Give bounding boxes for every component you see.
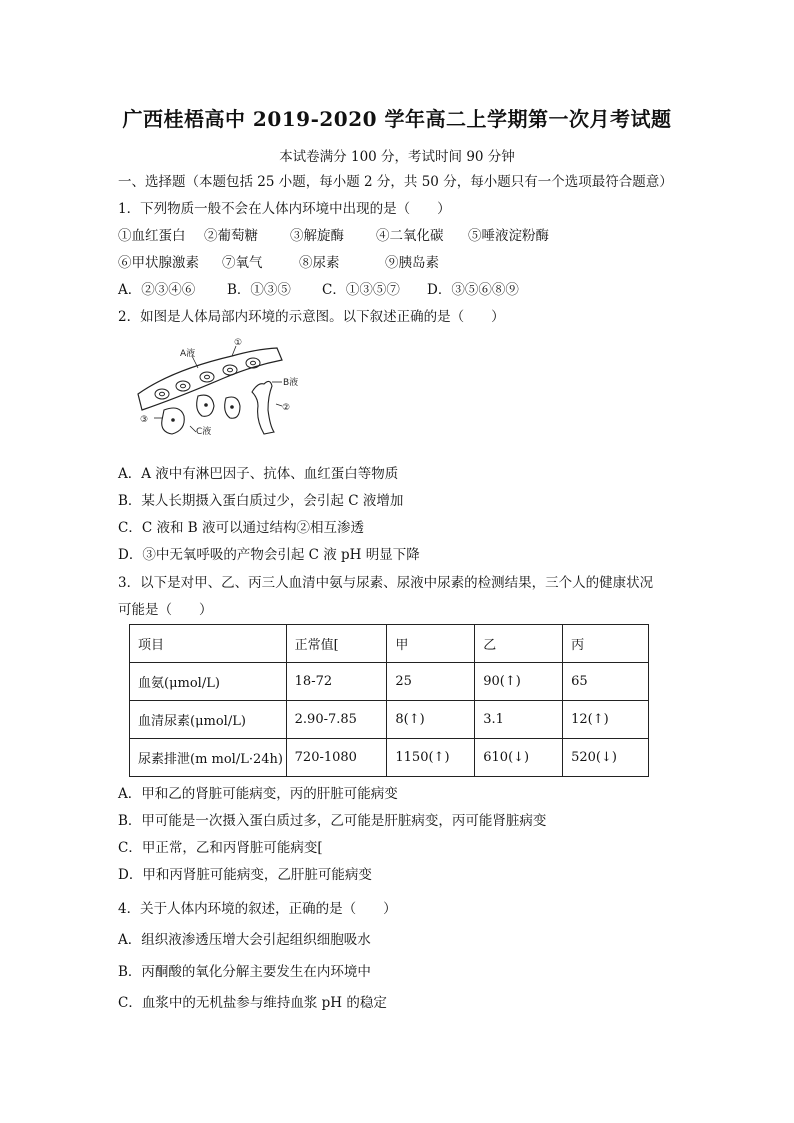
table-cell: 65 [563, 663, 649, 701]
q1-item: ⑥甲状腺激素 [118, 255, 199, 271]
q1-item: ①血红蛋白 [118, 228, 186, 244]
table-cell: 3.1 [475, 701, 563, 739]
q1-item: ③解旋酶 [290, 228, 344, 244]
q2-option-c: C．C 液和 B 液可以通过结构②相互渗透 [118, 520, 364, 536]
q1-items-line1 [118, 224, 549, 244]
table-row [130, 663, 649, 701]
table-cell: 血清尿素(μmol/L) [130, 701, 287, 739]
table-header-cell: 丙 [563, 625, 649, 663]
q2-option-d: D．③中无氧呼吸的产物会引起 C 液 pH 明显下降 [118, 547, 420, 563]
table-header-cell: 甲 [387, 625, 475, 663]
table-cell: 8(↑) [387, 701, 475, 739]
q4-option-b: B．丙酮酸的氧化分解主要发生在内环境中 [118, 964, 371, 980]
q1-items-line2 [118, 251, 439, 271]
q1-option-b: B．①③⑤ [227, 282, 291, 298]
q3-option-d: D．甲和丙肾脏可能病变，乙肝脏可能病变 [118, 867, 372, 883]
q1-item: ②葡萄糖 [204, 228, 258, 244]
q1-item: ⑧尿素 [299, 255, 340, 271]
table-cell: 1150(↑) [387, 739, 475, 777]
q2-option-b: B．某人长期摄入蛋白质过少，会引起 C 液增加 [118, 493, 404, 509]
table-header-row [130, 625, 649, 663]
test-results-table [129, 624, 649, 777]
q2-stem: 2．如图是人体局部内环境的示意图。以下叙述正确的是（ ） [118, 309, 505, 325]
internal-environment-diagram [132, 334, 307, 442]
table-cell: 2.90-7.85 [286, 701, 387, 739]
q1-item: ⑦氧气 [222, 255, 263, 271]
q1-item: ④二氧化碳 [376, 228, 444, 244]
q4-option-c: C．血浆中的无机盐参与维持血浆 pH 的稳定 [118, 995, 387, 1011]
table-cell: 520(↓) [563, 739, 649, 777]
label-3: ③ [140, 415, 149, 425]
section-heading: 一、选择题（本题包括 25 小题，每小题 2 分，共 50 分，每小题只有一个选项最符合题意） [118, 174, 673, 190]
q4-option-a: A．组织液渗透压增大会引起组织细胞吸水 [118, 932, 371, 948]
q1-option-a: A．②③④⑥ [118, 282, 196, 298]
table-header-cell: 项目 [130, 625, 287, 663]
capillary-vessel [138, 348, 282, 410]
table-row [130, 701, 649, 739]
q1-stem: 1．下列物质一般不会在人体内环境中出现的是（ ） [118, 201, 451, 217]
table-cell: 18-72 [286, 663, 387, 701]
page-title: 广西桂梧高中 2019-2020 学年高二上学期第一次月考试题 [122, 107, 672, 131]
label-1: ① [234, 338, 243, 348]
q4-stem: 4．关于人体内环境的叙述，正确的是（ ） [118, 901, 397, 917]
q2-option-a: A．A 液中有淋巴因子、抗体、血红蛋白等物质 [118, 466, 399, 482]
q1-item: ⑨胰岛素 [385, 255, 439, 271]
table-cell: 血氨(μmol/L) [130, 663, 287, 701]
table-cell: 25 [387, 663, 475, 701]
q1-item: ⑤唾液淀粉酶 [468, 228, 549, 244]
table-cell: 610(↓) [475, 739, 563, 777]
q3-stem-line1: 3．以下是对甲、乙、丙三人血清中氨与尿素、尿液中尿素的检测结果，三个人的健康状况 [118, 575, 654, 591]
label-c-fluid: C液 [196, 427, 212, 437]
lymph-vessel [252, 381, 274, 434]
label-a-fluid: A液 [180, 349, 196, 359]
table-cell: 尿素排泄(m mol/L·24h) [130, 739, 287, 777]
label-b-fluid: B液 [283, 378, 299, 388]
q1-options [118, 278, 519, 298]
q1-option-c: C．①③⑤⑦ [322, 282, 400, 298]
exam-info: 本试卷满分 100 分，考试时间 90 分钟 [279, 149, 515, 165]
table-row [130, 739, 649, 777]
table-cell: 720-1080 [286, 739, 387, 777]
q1-option-d: D．③⑤⑥⑧⑨ [427, 282, 519, 298]
table-cell: 90(↑) [475, 663, 563, 701]
table-header-cell: 正常值[ [286, 625, 387, 663]
blood-cells [155, 358, 260, 399]
q3-option-c: C．甲正常，乙和丙肾脏可能病变[ [118, 840, 323, 856]
q3-stem-line2: 可能是（ ） [118, 602, 213, 618]
q3-option-b: B．甲可能是一次摄入蛋白质过多，乙可能是肝脏病变，丙可能肾脏病变 [118, 813, 547, 829]
table-cell: 12(↑) [563, 701, 649, 739]
label-2: ② [282, 403, 291, 413]
q3-option-a: A．甲和乙的肾脏可能病变，丙的肝脏可能病变 [118, 786, 398, 802]
table-header-cell: 乙 [475, 625, 563, 663]
